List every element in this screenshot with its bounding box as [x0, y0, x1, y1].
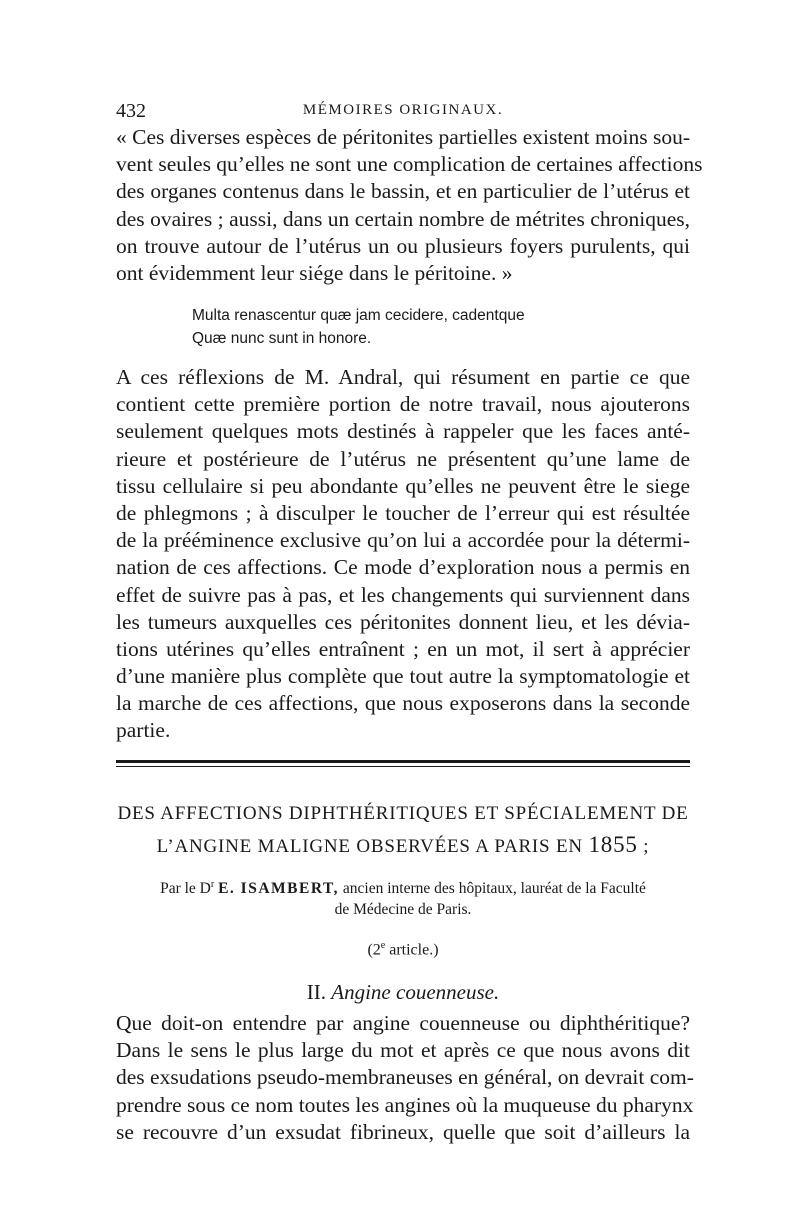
text-line: prendre sous ce nom toutes les angines où la muqueuse du pharynx [116, 1092, 694, 1117]
text-line: des exsudations pseudo-membraneuses en général, on devrait com- [116, 1065, 694, 1090]
text-line: partie. [116, 718, 171, 743]
byline [116, 874, 690, 920]
section-number: II. [306, 980, 327, 1004]
text-line: se recouvre d’un exsudat fibrineux, quelle que soit d’ailleurs la [116, 1119, 690, 1144]
body-paragraph [116, 1010, 694, 1146]
text-line: « Ces diverses espèces de péritonites partielles existent moins sou- [116, 125, 690, 149]
epigraph-line: Quæ nunc sunt in honore. [192, 330, 372, 347]
text-line: contient cette première portion de notre travail, nous ajouterons [116, 392, 690, 417]
text-line: Dans le sens le plus large du mot et après ce que nous avons dit [116, 1038, 690, 1063]
quoted-paragraph [116, 124, 703, 287]
article-title [116, 798, 690, 862]
title-line: L’ANGINE MALIGNE OBSERVÉES A PARIS EN 1855 ; [156, 832, 650, 857]
running-head [116, 100, 690, 124]
body-paragraph [116, 364, 690, 745]
text-line: tions utérines qu’elles entraînent ; en un mot, il sert à apprécier [116, 636, 690, 661]
section-heading [116, 980, 690, 1005]
text-line: nation de ces affections. Ce mode d’exploration nous a permis en [116, 555, 690, 580]
text-line: on trouve autour de l’utérus un ou plusieurs foyers purulents, qui [116, 233, 690, 258]
epigraph-line: Multa renascentur quæ jam cecidere, cadentque [192, 307, 525, 324]
text-line: d’une manière plus complète que tout autre la symptomatologie et [116, 664, 690, 689]
text-line: vent seules qu’elles ne sont une complication de certaines affections [116, 152, 703, 177]
text-line: seulement quelques mots destinés à rappeler que les faces anté- [116, 419, 690, 444]
page-number: 432 [116, 100, 146, 122]
text-line: la marche de ces affections, que nous exposerons dans la seconde [116, 691, 690, 716]
text-line: tissu cellulaire si peu abondante qu’elles ne peuvent être le siege [116, 473, 690, 498]
text-line: de la prééminence exclusive qu’on lui a accordée pour la détermi- [116, 528, 690, 553]
latin-epigraph [192, 304, 525, 350]
section-title: Angine couenneuse. [331, 980, 500, 1004]
section-divider-thick [116, 760, 690, 763]
text-line: les tumeurs auxquelles ces péritonites donnent lieu, et les dévia- [116, 609, 690, 634]
author-name: E. ISAMBERT, [218, 880, 340, 898]
article-part-note: (2e article.) [367, 940, 439, 959]
byline-line: de Médecine de Paris. [334, 901, 472, 919]
text-line: Que doit-on entendre par angine couenneuse ou diphthéritique? [116, 1011, 690, 1035]
title-year: 1855 [588, 832, 638, 857]
running-title: MÉMOIRES ORIGINAUX. [302, 102, 504, 118]
text-line: de phlegmons ; à disculper le toucher de l’erreur qui est résultée [116, 500, 690, 525]
title-line: DES AFFECTIONS DIPHTHÉRITIQUES ET SPÉCIALEMENT DE [117, 803, 689, 824]
byline-line: Par le $D^r$ E. ISAMBERT, ancien interne des hôpitaux, lauréat de la Faculté [160, 879, 646, 898]
text-line: A ces réflexions de M. Andral, qui résument en partie ce que [116, 365, 690, 389]
text-line: effet de suivre pas à pas, et les changements qui surviennent dans [116, 582, 690, 607]
text-line: des ovaires ; aussi, dans un certain nombre de métrites chroniques, [116, 206, 690, 231]
section-divider-thin [116, 766, 690, 767]
text-line: ont évidemment leur siége dans le péritoine. » [116, 260, 513, 285]
text-line: des organes contenus dans le bassin, et en particulier de l’utérus et [116, 179, 690, 204]
text-line: rieure et postérieure de l’utérus ne présentent qu’une lame de [116, 446, 690, 471]
